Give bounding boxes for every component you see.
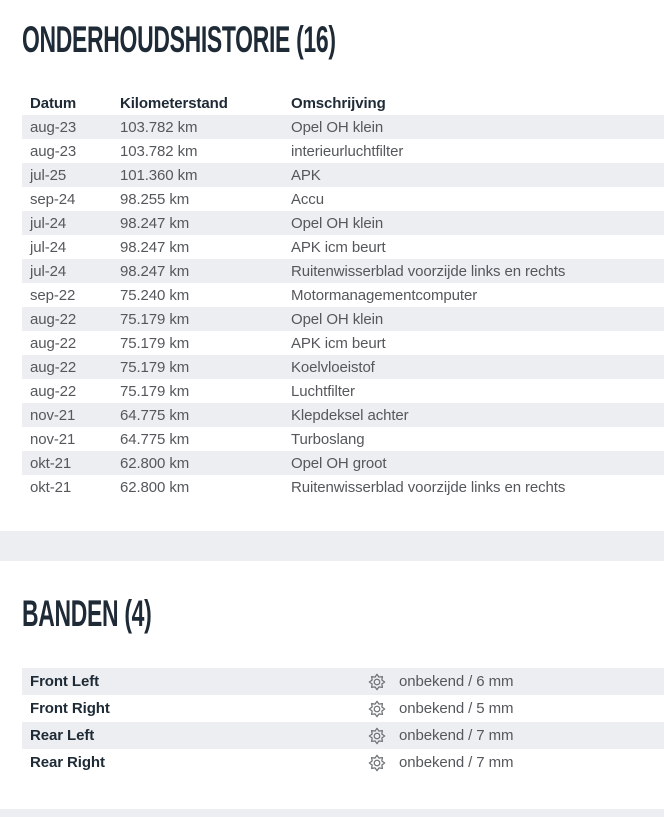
maintenance-km: 98.255 km [120, 190, 190, 208]
maintenance-date: aug-22 [30, 310, 77, 328]
column-header-km: Kilometerstand [120, 94, 228, 112]
maintenance-table-body [22, 115, 664, 499]
maintenance-km: 62.800 km [120, 454, 190, 472]
tire-row [22, 668, 664, 695]
tire-position-label: Front Left [30, 673, 99, 690]
maintenance-km: 75.179 km [120, 334, 190, 352]
maintenance-description: APK icm beurt [291, 334, 386, 352]
maintenance-description: APK icm beurt [291, 238, 386, 256]
maintenance-date: aug-23 [30, 142, 77, 160]
maintenance-description: Turboslang [291, 430, 365, 448]
maintenance-date: nov-21 [30, 430, 76, 448]
table-row [22, 379, 664, 403]
tire-tread-value: onbekend / 6 mm [399, 673, 514, 690]
maintenance-date: aug-22 [30, 334, 77, 352]
column-header-date: Datum [30, 94, 77, 112]
tire-position-label: Front Right [30, 700, 110, 717]
maintenance-date: jul-24 [30, 238, 67, 256]
maintenance-date: jul-25 [30, 166, 67, 184]
table-row [22, 307, 664, 331]
maintenance-date: aug-22 [30, 358, 77, 376]
gear-icon [368, 673, 386, 691]
maintenance-km: 75.179 km [120, 310, 190, 328]
maintenance-km: 75.240 km [120, 286, 190, 304]
table-row [22, 403, 664, 427]
maintenance-description: APK [291, 166, 321, 184]
maintenance-km: 75.179 km [120, 358, 190, 376]
maintenance-table-header [22, 91, 664, 115]
table-row [22, 115, 664, 139]
table-row [22, 187, 664, 211]
maintenance-km: 75.179 km [120, 382, 190, 400]
gear-icon [368, 727, 386, 745]
maintenance-date: aug-22 [30, 382, 77, 400]
section-divider-band [0, 531, 664, 561]
maintenance-km: 64.775 km [120, 430, 190, 448]
column-header-description: Omschrijving [291, 94, 386, 112]
maintenance-description: Klepdeksel achter [291, 406, 409, 424]
tire-position-label: Rear Left [30, 727, 95, 744]
maintenance-km: 103.782 km [120, 118, 198, 136]
maintenance-date: jul-24 [30, 262, 67, 280]
gear-icon [368, 754, 386, 772]
table-row [22, 211, 664, 235]
maintenance-description: Opel OH klein [291, 118, 384, 136]
maintenance-description: Opel OH klein [291, 310, 384, 328]
maintenance-description: Ruitenwisserblad voorzijde links en rechts [291, 478, 566, 496]
tire-row [22, 722, 664, 749]
maintenance-km: 64.775 km [120, 406, 190, 424]
maintenance-description: Opel OH klein [291, 214, 384, 232]
table-row [22, 475, 664, 499]
table-row [22, 283, 664, 307]
tire-position-label: Rear Right [30, 754, 105, 771]
table-row [22, 331, 664, 355]
maintenance-date: nov-21 [30, 406, 76, 424]
table-row [22, 235, 664, 259]
tires-section-title: BANDEN (4) [22, 593, 152, 634]
maintenance-date: okt-21 [30, 454, 72, 472]
maintenance-description: Koelvloeistof [291, 358, 375, 376]
tire-row [22, 695, 664, 722]
maintenance-date: sep-22 [30, 286, 76, 304]
bottom-divider-band [0, 809, 664, 817]
maintenance-km: 98.247 km [120, 238, 190, 256]
tire-row [22, 749, 664, 776]
maintenance-date: jul-24 [30, 214, 67, 232]
maintenance-date: sep-24 [30, 190, 76, 208]
tire-tread-value: onbekend / 5 mm [399, 700, 514, 717]
tires-table-body [22, 668, 664, 776]
maintenance-km: 98.247 km [120, 214, 190, 232]
maintenance-date: okt-21 [30, 478, 72, 496]
maintenance-km: 62.800 km [120, 478, 190, 496]
maintenance-history-title: ONDERHOUDSHISTORIE (16) [22, 19, 336, 60]
table-row [22, 451, 664, 475]
maintenance-date: aug-23 [30, 118, 77, 136]
maintenance-description: interieurluchtfilter [291, 142, 404, 160]
table-row [22, 163, 664, 187]
maintenance-km: 98.247 km [120, 262, 190, 280]
tire-tread-value: onbekend / 7 mm [399, 754, 514, 771]
maintenance-description: Luchtfilter [291, 382, 355, 400]
maintenance-km: 103.782 km [120, 142, 198, 160]
maintenance-km: 101.360 km [120, 166, 198, 184]
gear-icon [368, 700, 386, 718]
maintenance-description: Opel OH groot [291, 454, 387, 472]
maintenance-description: Accu [291, 190, 324, 208]
table-row [22, 427, 664, 451]
maintenance-description: Motormanagementcomputer [291, 286, 478, 304]
table-row [22, 259, 664, 283]
maintenance-description: Ruitenwisserblad voorzijde links en rechts [291, 262, 566, 280]
table-row [22, 355, 664, 379]
table-row [22, 139, 664, 163]
tire-tread-value: onbekend / 7 mm [399, 727, 514, 744]
